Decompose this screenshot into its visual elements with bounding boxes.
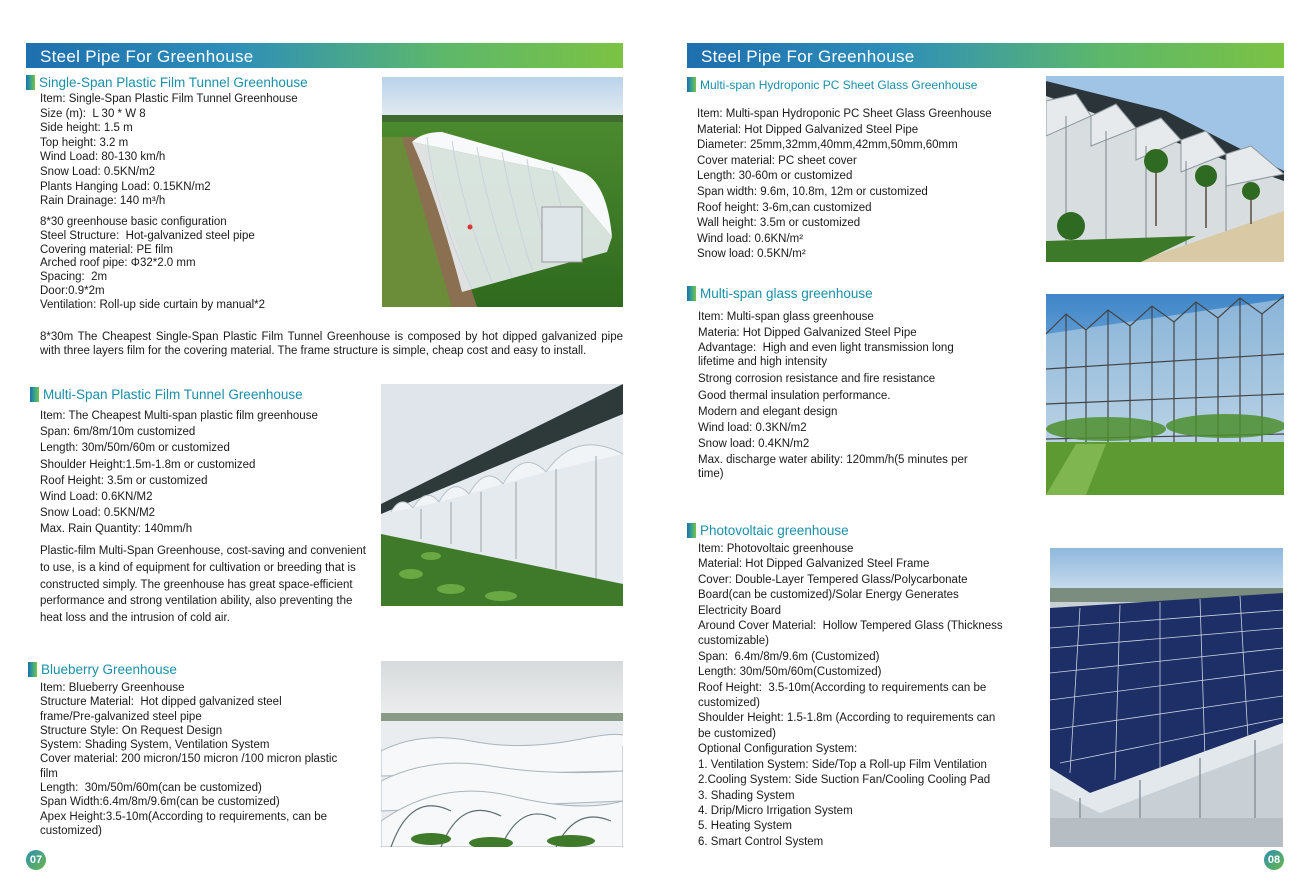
spec-line: Length: 30m/50m/60m(Customized) <box>698 666 882 679</box>
spec-line: Cover material: 200 micron/150 micron /100 micron plastic <box>40 753 338 766</box>
spec-line: Material: Hot Dipped Galvanized Steel Pipe <box>697 123 919 136</box>
config-line: Spacing: 2m <box>40 271 108 284</box>
blueberry-greenhouse-photo <box>381 661 623 847</box>
section-marker-icon <box>687 286 696 301</box>
photovoltaic-spec-list <box>698 542 1003 850</box>
multi-span-glass-greenhouse-photo <box>1046 294 1284 495</box>
spec-line: Wind Load: 0.6KN/M2 <box>40 491 153 504</box>
section-title-blueberry: Blueberry Greenhouse <box>28 661 177 679</box>
spec-line: Modern and elegant design <box>698 405 838 418</box>
photovoltaic-greenhouse-photo <box>1050 548 1283 847</box>
spec-line: 1. Ventilation System: Side/Top a Roll-up Film Ventilation <box>698 758 987 771</box>
single-span-description: 8*30m The Cheapest Single-Span Plastic Film Tunnel Greenhouse is composed by hot dipped galvanized pipe with three layers film for the covering material. The frame structure is simple, cheap cost and easy to install. <box>40 331 623 357</box>
spec-line: Span Width:6.4m/8m/9.6m(can be customized) <box>40 796 280 809</box>
spec-line: Roof height: 3-6m,can customized <box>697 201 872 214</box>
spec-line: Length: 30-60m or customized <box>697 170 853 183</box>
spec-line: Side height: 1.5 m <box>40 122 133 135</box>
spec-line: Cover: Double-Layer Tempered Glass/Polycarbonate <box>698 573 968 586</box>
single-span-config-list <box>40 216 265 313</box>
spec-line: Good thermal insulation performance. <box>698 389 891 402</box>
spec-line: 5. Heating System <box>698 820 792 833</box>
spec-line: Span width: 9.6m, 10.8m, 12m or customized <box>697 185 928 198</box>
spec-line: Item: The Cheapest Multi-span plastic film greenhouse <box>40 410 318 422</box>
section-title-photovoltaic: Photovoltaic greenhouse <box>687 522 849 540</box>
right-page-number: 08 <box>1264 850 1284 870</box>
section-marker-icon <box>687 77 696 92</box>
spec-line: Span: 6.4m/8m/9.6m (Customized) <box>698 650 880 663</box>
spec-line: Span: 6m/8m/10m customized <box>40 426 196 439</box>
spec-line: Length: 30m/50m/60m or customized <box>40 442 230 455</box>
multi-span-glass-spec-list <box>698 309 1038 481</box>
spec-line: Wind Load: 80-130 km/h <box>40 151 166 164</box>
spec-line: Wind load: 0.3KN/m2 <box>698 422 807 435</box>
spec-line: Rain Drainage: 140 m³/h <box>40 195 166 208</box>
spec-line: Item: Single-Span Plastic Film Tunnel Greenhouse <box>40 93 298 105</box>
spec-line: Structure Material: Hot dipped galvanized steel <box>40 696 282 709</box>
spec-line: frame/Pre-galvanized steel pipe <box>40 710 202 723</box>
section-title-single-span: Single-Span Plastic Film Tunnel Greenhouse <box>26 74 308 92</box>
spec-line: be customized) <box>698 727 776 740</box>
spec-line: Top height: 3.2 m <box>40 136 129 149</box>
config-line: Ventilation: Roll-up side curtain by manual*2 <box>40 298 266 311</box>
hydroponic-pc-greenhouse-photo <box>1046 76 1284 262</box>
config-line: Arched roof pipe: Φ32*2.0 mm <box>40 257 196 270</box>
spec-line: Roof Height: 3.5m or customized <box>40 474 208 487</box>
section-marker-icon <box>30 387 39 402</box>
spec-line: Optional Configuration System: <box>698 743 858 756</box>
section-title-multi-span-film: Multi-Span Plastic Film Tunnel Greenhouse <box>30 386 303 404</box>
config-line: Door:0.9*2m <box>40 284 105 297</box>
multi-span-film-greenhouse-photo <box>381 384 623 606</box>
spec-line: Around Cover Material: Hollow Tempered Glass (Thickness <box>698 620 1003 633</box>
spec-line: Cover material: PC sheet cover <box>697 154 857 167</box>
spec-line: System: Shading System, Ventilation System <box>40 739 270 752</box>
spec-line: Item: Photovoltaic greenhouse <box>698 543 854 555</box>
section-title-hydroponic-pc: Multi-span Hydroponic PC Sheet Glass Greenhouse <box>687 76 977 94</box>
spec-line: 2.Cooling System: Side Suction Fan/Cooling Cooling Pad <box>698 774 991 787</box>
spec-line: Strong corrosion resistance and fire resistance <box>698 373 936 386</box>
spec-line: Wall height: 3.5m or customized <box>697 217 861 230</box>
spec-line: Size (m): L 30 * W 8 <box>40 107 146 120</box>
config-line: 8*30 greenhouse basic configuration <box>40 216 227 228</box>
left-page-banner: Steel Pipe For Greenhouse <box>26 43 623 68</box>
spec-line: Plants Hanging Load: 0.15KN/m2 <box>40 180 211 193</box>
spec-line: Material: Hot Dipped Galvanized Steel Frame <box>698 558 930 571</box>
right-page-banner: Steel Pipe For Greenhouse <box>687 43 1284 68</box>
left-page-number: 07 <box>26 850 46 870</box>
spec-line: Max. discharge water ability: 120mm/h(5 minutes per time) <box>698 454 968 480</box>
spec-line: Item: Multi-span Hydroponic PC Sheet Glass Greenhouse <box>697 108 992 120</box>
spec-line: Item: Blueberry Greenhouse <box>40 682 185 694</box>
spec-line: Apex Height:3.5-10m(According to requirements, can be <box>40 810 328 823</box>
spec-line: Materia: Hot Dipped Galvanized Steel Pipe <box>698 327 917 340</box>
spec-line: Item: Multi-span glass greenhouse <box>698 311 874 323</box>
spec-line: Diameter: 25mm,32mm,40mm,42mm,50mm,60mm <box>697 139 958 152</box>
spec-line: film <box>40 767 58 780</box>
config-line: Steel Structure: Hot-galvanized steel pipe <box>40 229 255 242</box>
spec-line: Electricity Board <box>698 604 782 617</box>
spec-line: customized) <box>40 824 102 837</box>
multi-span-film-description: Plastic-film Multi-Span Greenhouse, cost-saving and convenient to use, is a kind of equipment for cultivation or breeding that is constructed simply. The greenhouse has great space-efficient performance and strong ventilation ability, also preventing the heat loss and the intrusion of cold air. <box>40 545 366 625</box>
spec-line: customizable) <box>698 635 769 648</box>
hydroponic-pc-spec-list <box>697 107 992 263</box>
spec-line: Shoulder Height:1.5m-1.8m or customized <box>40 458 256 471</box>
section-marker-icon <box>28 662 37 677</box>
spec-line: Snow load: 0.4KN/m2 <box>698 438 810 451</box>
spec-line: Roof Height: 3.5-10m(According to requirements can be <box>698 681 987 694</box>
multi-span-film-spec-list <box>40 408 318 538</box>
single-span-greenhouse-photo <box>382 77 623 307</box>
spec-line: 4. Drip/Micro Irrigation System <box>698 804 853 817</box>
spec-line: Snow Load: 0.5KN/M2 <box>40 507 156 520</box>
section-marker-icon <box>687 523 696 538</box>
spec-line: customized) <box>698 697 760 710</box>
spec-line: Snow load: 0.5KN/m² <box>697 248 806 261</box>
section-title-multi-span-glass: Multi-span glass greenhouse <box>687 285 873 303</box>
spec-line: Structure Style: On Request Design <box>40 724 223 737</box>
spec-line: Length: 30m/50m/60m(can be customized) <box>40 782 262 795</box>
spec-line: 6. Smart Control System <box>698 835 824 848</box>
section-marker-icon <box>26 75 35 90</box>
spec-line: Shoulder Height: 1.5-1.8m (According to requirements can <box>698 712 996 725</box>
spec-line: Advantage: High and even light transmission long lifetime and high intensity <box>698 342 954 368</box>
config-line: Covering material: PE film <box>40 243 173 256</box>
spec-line: 3. Shading System <box>698 789 795 802</box>
spec-line: Max. Rain Quantity: 140mm/h <box>40 523 193 536</box>
spec-line: Snow Load: 0.5KN/m2 <box>40 165 156 178</box>
spec-line: Wind load: 0.6KN/m² <box>697 232 804 245</box>
spec-line: Board(can be customized)/Solar Energy Generates <box>698 589 959 602</box>
single-span-spec-list <box>40 92 298 209</box>
blueberry-spec-list <box>40 681 337 838</box>
